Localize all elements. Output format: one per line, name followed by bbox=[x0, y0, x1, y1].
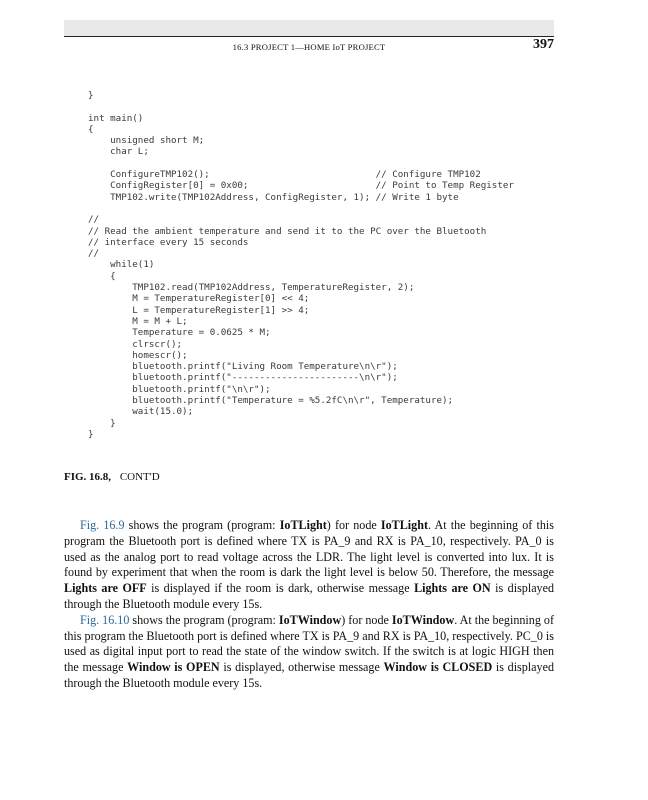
code-line: // bbox=[88, 248, 100, 260]
paragraph-text: . At the beginning of this program the Bluetooth port is defined where TX is PA_9 and RX is PA_10, respectively. PC_0 is used as digital input port to read the state of the window switch. If the switch is at logic HIGH then the message bbox=[64, 612, 554, 675]
figure-caption bbox=[64, 470, 160, 484]
figure-reference-link[interactable]: Fig. 16.9 bbox=[80, 518, 125, 532]
body-text bbox=[64, 518, 554, 692]
code-line: bluetooth.printf("Temperature = %5.2fC\n\r", Temperature); bbox=[88, 395, 454, 407]
bold-term: IoTWindow bbox=[391, 612, 455, 627]
code-line: // bbox=[88, 214, 100, 226]
bold-term: Lights are ON bbox=[414, 581, 491, 596]
code-line: ConfigureTMP102(); // Configure TMP102 bbox=[88, 169, 481, 181]
code-listing bbox=[88, 90, 514, 440]
header-rule bbox=[64, 36, 554, 37]
bold-term: Window is OPEN bbox=[127, 660, 220, 675]
code-line: while(1) bbox=[88, 259, 155, 271]
paragraph-text: is displayed through the Bluetooth module every 15s. bbox=[64, 581, 555, 611]
code-line: homescr(); bbox=[88, 349, 188, 361]
code-line: L = TemperatureRegister[1] >> 4; bbox=[88, 304, 310, 316]
bold-term: Window is CLOSED bbox=[383, 660, 493, 675]
code-line: unsigned short M; bbox=[88, 135, 205, 147]
code-line: } bbox=[88, 90, 94, 101]
paragraph-text: ) for node bbox=[326, 518, 381, 532]
code-line: TMP102.write(TMP102Address, ConfigRegister, 1); // Write 1 byte bbox=[88, 191, 459, 203]
paragraph-text: is displayed if the room is dark, otherwise message bbox=[146, 581, 415, 596]
paragraph bbox=[64, 518, 554, 613]
code-line bbox=[88, 203, 514, 214]
paragraph-text: is displayed, otherwise message bbox=[219, 660, 384, 675]
bold-term: IoTWindow bbox=[278, 612, 342, 627]
bold-term: IoTLight bbox=[279, 518, 327, 532]
figure-caption-text: CONT'D bbox=[119, 471, 160, 483]
paragraph-text: ) for node bbox=[341, 612, 392, 627]
running-head: 16.3 PROJECT 1—HOME IoT PROJECT bbox=[232, 42, 386, 52]
paragraph-text: shows the program (program: bbox=[129, 612, 279, 627]
code-line: Temperature = 0.0625 * M; bbox=[88, 327, 271, 339]
code-line: M = TemperatureRegister[0] << 4; bbox=[88, 293, 310, 305]
code-line bbox=[88, 101, 514, 112]
figure-label: FIG. 16.8, bbox=[64, 471, 112, 483]
bold-term: Lights are OFF bbox=[64, 581, 147, 596]
paragraph bbox=[64, 613, 554, 692]
code-line bbox=[88, 158, 514, 169]
bold-term: IoTLight bbox=[380, 518, 428, 532]
code-line: // interface every 15 seconds bbox=[88, 236, 249, 248]
header-band bbox=[64, 20, 554, 36]
code-line: TMP102.read(TMP102Address, TemperatureRegister, 2); bbox=[88, 282, 415, 294]
figure-reference-link[interactable]: Fig. 16.10 bbox=[80, 612, 130, 627]
code-line: } bbox=[88, 417, 116, 429]
code-line: int main() bbox=[88, 112, 144, 124]
code-line: { bbox=[88, 123, 94, 135]
code-line: wait(15.0); bbox=[88, 406, 194, 418]
paragraph-text: . At the beginning of this program the Bluetooth port is defined where TX is PA_9 and RX is PA_10, respectively. PA_0 is used as the analog port to read voltage across the LDR. The light level is converted into lux. It is found by experiment that when the room is dark the light level is below 50. Therefore, the message bbox=[64, 518, 554, 580]
code-line: { bbox=[88, 270, 116, 282]
code-line: bluetooth.printf("-----------------------\n\r"); bbox=[88, 372, 398, 384]
code-line: } bbox=[88, 428, 94, 440]
code-line: char L; bbox=[88, 146, 149, 158]
code-line: bluetooth.printf("\n\r"); bbox=[88, 383, 271, 395]
code-line: clrscr(); bbox=[88, 338, 183, 350]
code-line: bluetooth.printf("Living Room Temperature\n\r"); bbox=[88, 361, 398, 373]
code-line: ConfigRegister[0] = 0x00; // Point to Temp Register bbox=[88, 180, 514, 192]
page-number: 397 bbox=[533, 37, 554, 52]
paragraph-text: shows the program (program: bbox=[124, 518, 280, 532]
code-line: M = M + L; bbox=[88, 315, 188, 327]
code-line: // Read the ambient temperature and send it to the PC over the Bluetooth bbox=[88, 225, 487, 237]
paragraph-text: is displayed through the Bluetooth module every 15s. bbox=[64, 660, 555, 690]
